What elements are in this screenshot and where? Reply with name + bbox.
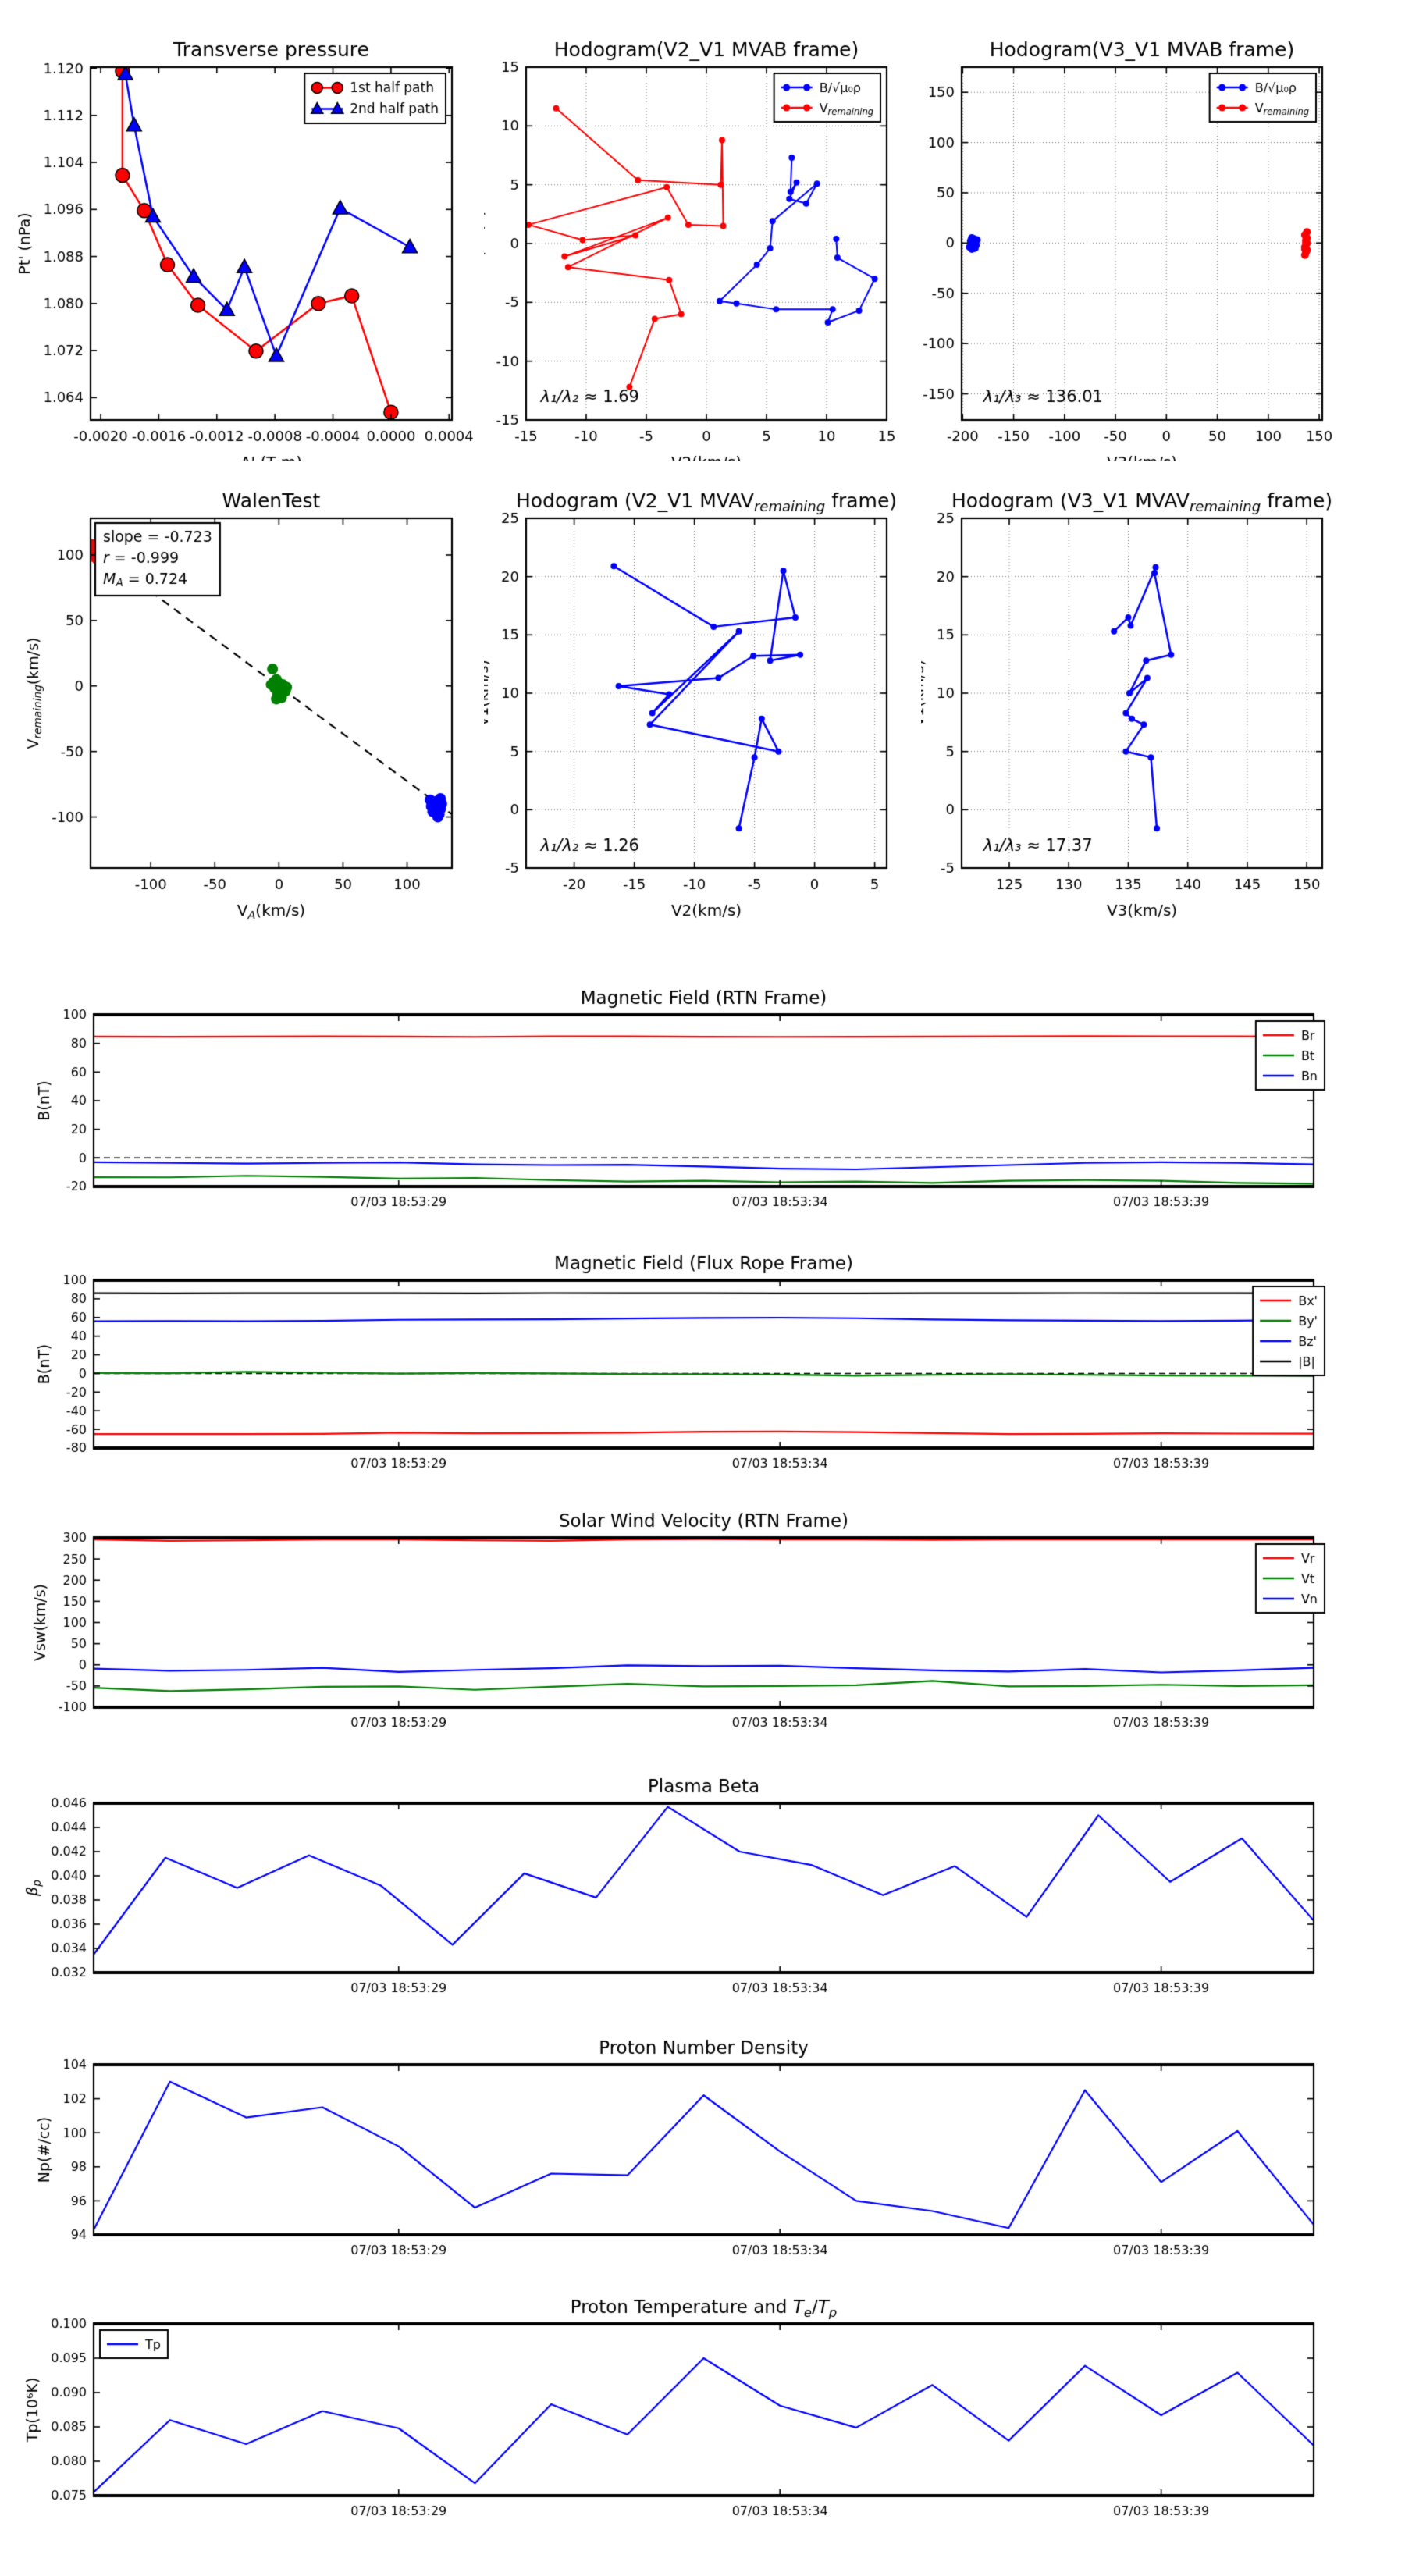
walen-test-plot — [16, 461, 484, 945]
hodogram-v3v1-mvav-plot — [921, 461, 1358, 945]
magnetic-field-flux-rope-plot — [0, 1218, 1405, 1479]
hodogram-v3v1-mvab-plot — [921, 8, 1358, 515]
solar-wind-velocity-plot — [0, 1475, 1405, 1737]
chart-transverse-pressure — [16, 8, 484, 515]
chart-magnetic-field-flux-rope — [0, 1218, 1405, 1479]
plasma-beta-plot — [0, 1741, 1405, 2002]
chart-hodogram-v2v1-mvav — [484, 461, 921, 945]
proton-temperature-plot — [0, 2261, 1405, 2527]
chart-hodogram-v3v1-mvab — [921, 8, 1358, 515]
hodogram-v2v1-mvab-plot — [484, 8, 921, 515]
chart-hodogram-v2v1-mvab — [484, 8, 921, 515]
hodogram-v2v1-mvav-plot — [484, 461, 921, 945]
magnetic-field-rtn-plot — [0, 952, 1405, 1214]
transverse-pressure-plot — [16, 8, 484, 515]
chart-magnetic-field-rtn — [0, 952, 1405, 1214]
chart-plasma-beta — [0, 1741, 1405, 2002]
chart-walen-test — [16, 461, 484, 945]
chart-solar-wind-velocity — [0, 1475, 1405, 1737]
proton-number-density-plot — [0, 2002, 1405, 2261]
chart-proton-temperature — [0, 2261, 1405, 2527]
chart-proton-number-density — [0, 2002, 1405, 2261]
chart-hodogram-v3v1-mvav — [921, 461, 1358, 945]
